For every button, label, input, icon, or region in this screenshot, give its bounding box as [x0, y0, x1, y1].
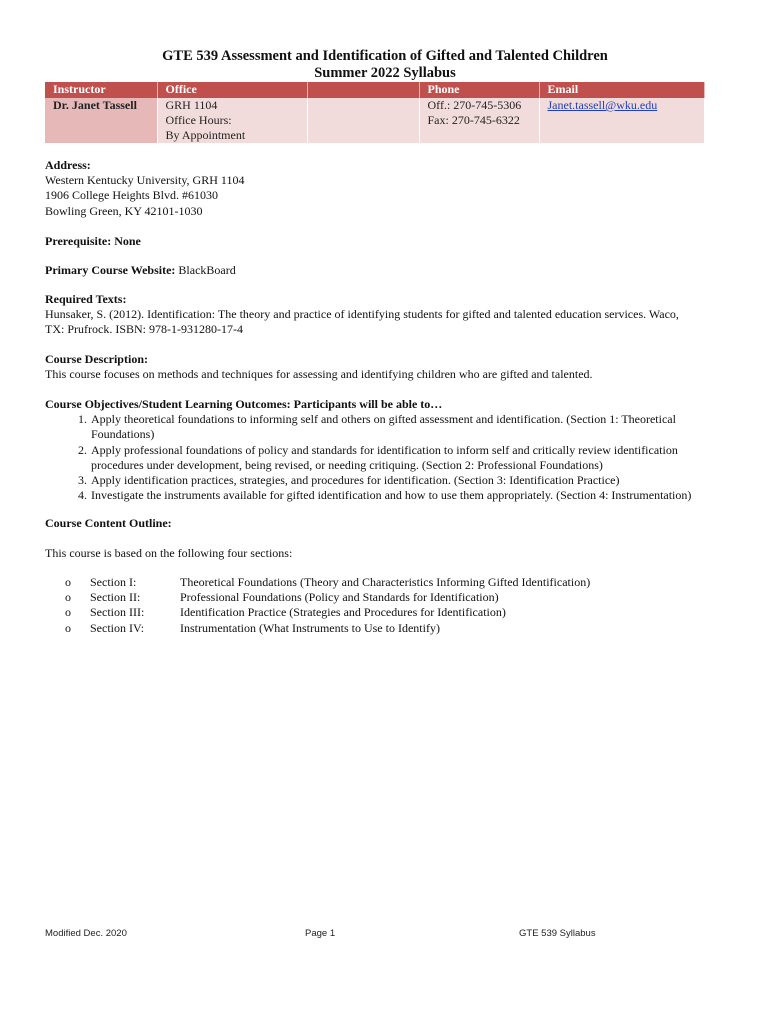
phone-cell — [419, 98, 539, 143]
content-outline-intro: This course is based on the following four sections: — [45, 546, 293, 560]
instructor-name: Dr. Janet Tassell — [45, 98, 157, 143]
objectives-section — [45, 397, 727, 503]
website-line — [45, 263, 725, 278]
footer-doc-name: GTE 539 Syllabus — [519, 928, 596, 939]
header-office: Office — [157, 82, 307, 98]
list-item — [65, 621, 590, 636]
bullet-icon: o — [65, 575, 71, 589]
objective-item: 4. Investigate the instruments available for gifted identification and how to use them appropriately. (Section 4: Instrumentation) — [90, 488, 727, 503]
section-desc: Instrumentation (What Instruments to Use to Identify) — [180, 620, 440, 635]
course-description-section — [45, 352, 725, 382]
info-table-header-row — [45, 82, 704, 98]
required-text-line: Hunsaker, S. (2012). Identification: The theory and practice of identifying students for gifted and talented education services. Waco, — [45, 307, 679, 322]
objective-item: 2. Apply professional foundations of policy and standards for identification to inform self and critically review identification procedures under development, being revised, or needing critiquing. (Section 2: Professional Foundations) — [90, 443, 727, 473]
section-desc: Professional Foundations (Policy and Standards for Identification) — [180, 590, 499, 605]
section-name: Section IV: — [90, 620, 145, 635]
header-blank — [307, 82, 419, 98]
document-title: GTE 539 Assessment and Identification of Gifted and Talented Children — [162, 48, 608, 64]
website-value: BlackBoard — [175, 263, 236, 277]
office-hours-value: By Appointment — [165, 128, 246, 142]
objectives-list — [45, 412, 727, 503]
list-item — [65, 605, 590, 620]
office-hours-label: Office Hours: — [165, 113, 232, 127]
header-phone: Phone — [419, 82, 539, 98]
section-desc: Identification Practice (Strategies and Procedures for Identification) — [180, 605, 506, 620]
course-description-text: This course focuses on methods and techniques for assessing and identifying children who are gifted and talented. — [45, 367, 593, 382]
instructor-info-table — [45, 82, 705, 143]
header-email: Email — [539, 82, 704, 98]
address-line: Western Kentucky University, GRH 1104 — [45, 173, 245, 188]
objectives-label: Course Objectives/Student Learning Outcomes: Participants will be able to… — [45, 397, 443, 411]
objective-item: 1. Apply theoretical foundations to informing self and others on gifted assessment and identification. (Section 1: Theoretical Foundations) — [90, 412, 727, 442]
office-cell — [157, 98, 307, 143]
document-subtitle: Summer 2022 Syllabus — [314, 65, 456, 81]
info-table-body-row — [45, 98, 704, 143]
section-name: Section I: — [90, 575, 137, 589]
list-item — [65, 575, 590, 590]
bullet-icon: o — [65, 590, 71, 605]
bullet-icon: o — [65, 605, 71, 620]
bullet-icon: o — [65, 620, 71, 635]
content-outline-label: Course Content Outline: — [45, 516, 172, 530]
header-instructor: Instructor — [45, 82, 157, 98]
required-texts-label: Required Texts: — [45, 292, 127, 306]
course-description-label: Course Description: — [45, 352, 148, 366]
website-label: Primary Course Website: — [45, 263, 176, 277]
section-desc: Theoretical Foundations (Theory and Characteristics Informing Gifted Identification) — [180, 575, 591, 589]
objective-item: 3. Apply identification practices, strategies, and procedures for identification. (Section 3: Identification Practice) — [90, 473, 727, 488]
sections-list — [65, 575, 590, 636]
office-room: GRH 1104 — [165, 98, 218, 112]
address-line: 1906 College Heights Blvd. #61030 — [45, 188, 218, 203]
address-label: Address: — [45, 158, 91, 172]
email-link[interactable]: Janet.tassell@wku.edu — [547, 98, 658, 112]
footer-modified: Modified Dec. 2020 — [45, 928, 127, 939]
address-section — [45, 158, 725, 219]
section-name: Section II: — [90, 590, 141, 605]
prerequisite-line: Prerequisite: None — [45, 234, 141, 248]
list-item — [65, 590, 590, 605]
required-text-line: TX: Prufrock. ISBN: 978-1-931280-17-4 — [45, 322, 243, 337]
blank-cell — [307, 98, 419, 143]
office-phone: Off.: 270-745-5306 — [427, 98, 522, 112]
footer-page-number: Page 1 — [305, 928, 336, 939]
required-texts-section — [45, 292, 725, 338]
address-line: Bowling Green, KY 42101-1030 — [45, 203, 203, 218]
section-name: Section III: — [90, 605, 145, 620]
email-cell — [539, 98, 704, 143]
fax-number: Fax: 270-745-6322 — [427, 113, 520, 127]
